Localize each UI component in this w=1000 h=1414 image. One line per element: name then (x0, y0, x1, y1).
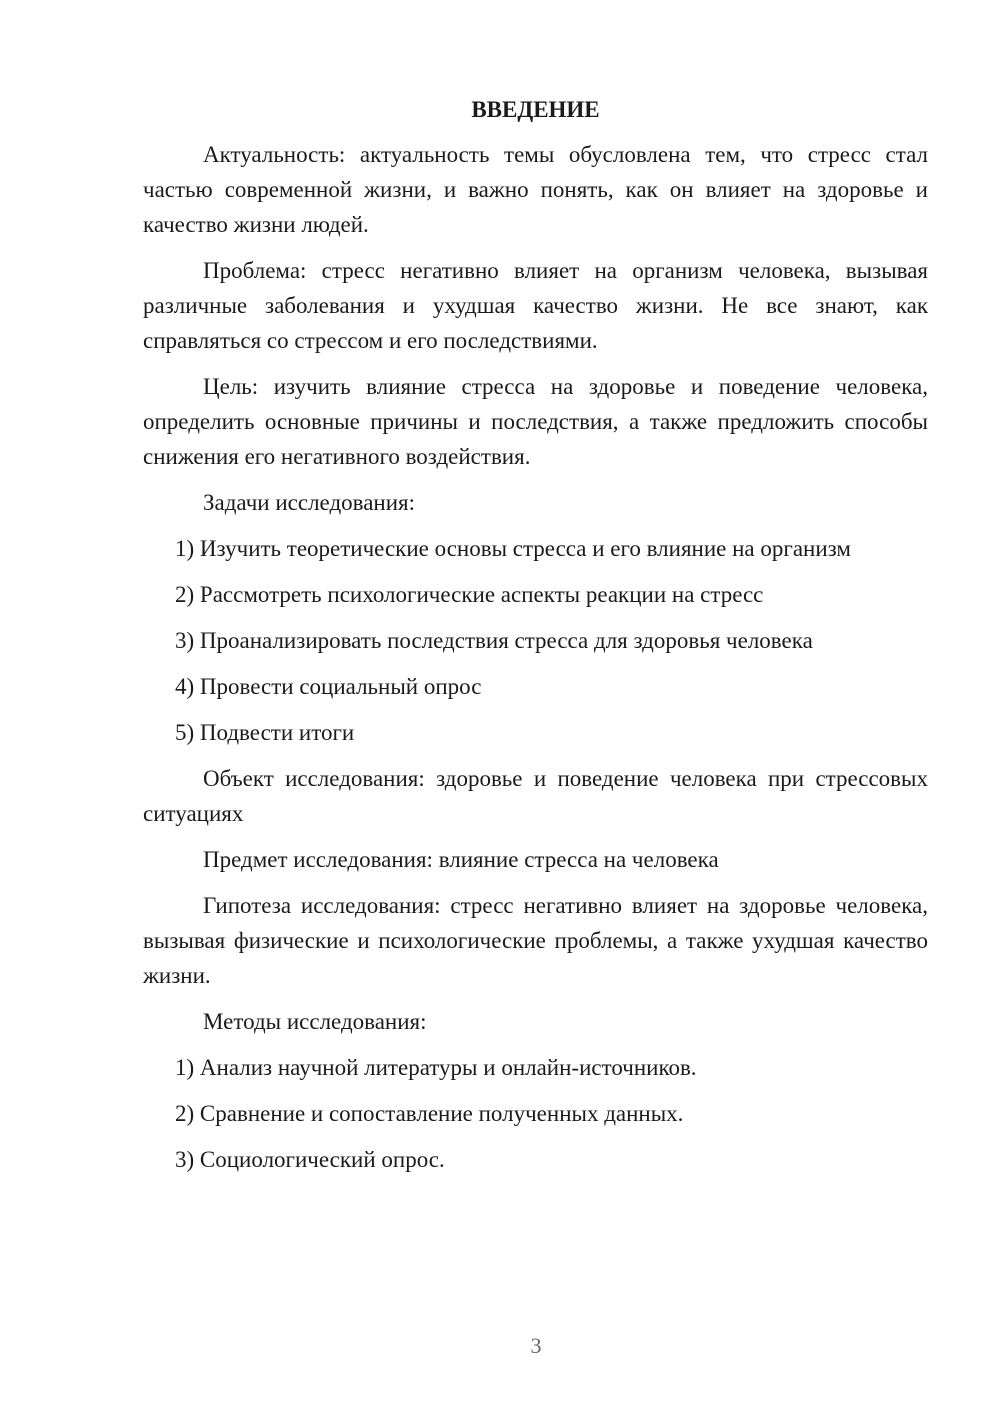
task-item: 4) Провести социальный опрос (175, 674, 482, 699)
method-item: 2) Сравнение и сопоставление полученных данных. (175, 1101, 684, 1126)
page-body (143, 92, 928, 1188)
page-title: ВВЕДЕНИЕ (471, 97, 600, 122)
task-item: 5) Подвести итоги (175, 720, 355, 745)
hypothesis-paragraph: Гипотеза исследования: стресс негативно влияет на здоровье человека, вызывая физические и психологические проблемы, а также ухудшая качество жизни. (143, 893, 928, 988)
task-item: 1) Изучить теоретические основы стресса и его влияние на организм (175, 536, 851, 561)
goal-paragraph: Цель: изучить влияние стресса на здоровье и поведение человека, определить основные причины и последствия, а также предложить способы снижения его негативного воздействия. (143, 374, 928, 469)
problem-paragraph: Проблема: стресс негативно влияет на организм человека, вызывая различные заболевания и ухудшая качество жизни. Не все знают, как справляться со стрессом и его последствиями. (143, 258, 928, 353)
relevance-paragraph: Актуальность: актуальность темы обусловлена тем, что стресс стал частью современной жизни, и важно понять, как он влияет на здоровье и качество жизни людей. (143, 142, 928, 237)
method-item: 1) Анализ научной литературы и онлайн-источников. (175, 1055, 697, 1080)
subject-paragraph: Предмет исследования: влияние стресса на человека (203, 847, 719, 872)
task-item: 2) Рассмотреть психологические аспекты реакции на стресс (175, 582, 764, 607)
task-item: 3) Проанализировать последствия стресса для здоровья человека (175, 628, 813, 653)
page-number: 3 (530, 1333, 542, 1358)
tasks-heading: Задачи исследования: (203, 490, 416, 515)
object-paragraph: Объект исследования: здоровье и поведение человека при стрессовых ситуациях (143, 766, 928, 826)
method-item: 3) Социологический опрос. (175, 1147, 445, 1172)
methods-heading: Методы исследования: (203, 1009, 427, 1034)
